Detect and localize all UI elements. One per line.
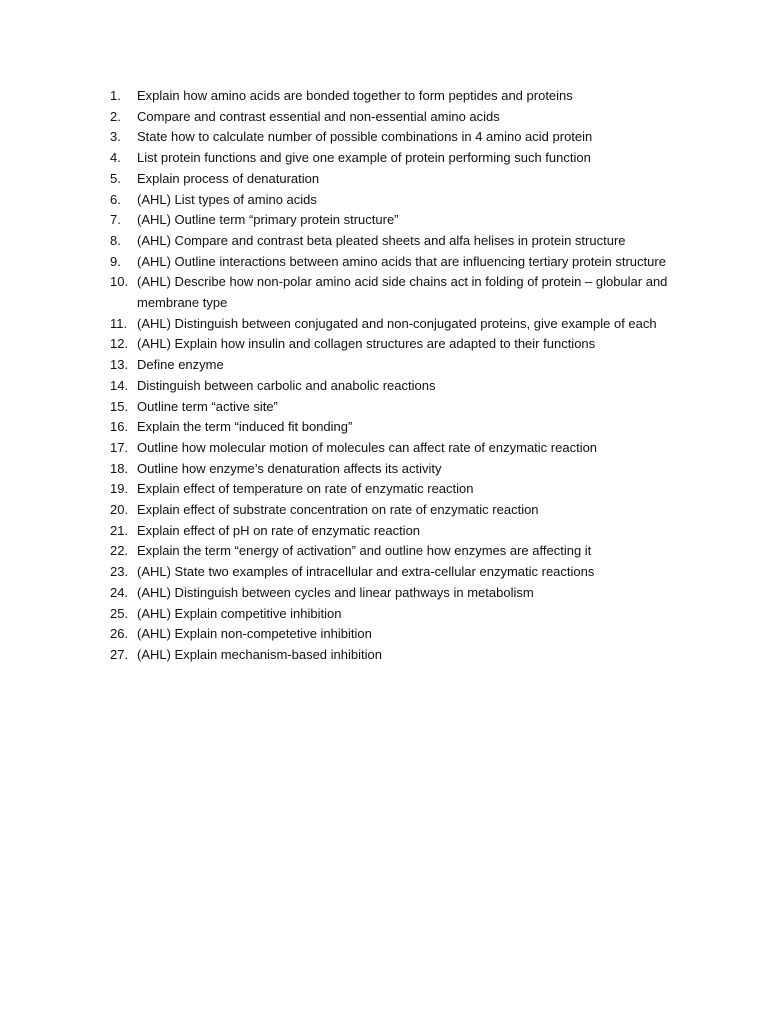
question-number: 20. xyxy=(110,502,129,518)
question-item xyxy=(110,86,700,107)
question-number: 8. xyxy=(110,232,121,248)
question-text: Explain the term “induced fit bonding” xyxy=(137,419,353,435)
question-number: 7. xyxy=(110,212,121,228)
question-text: Explain process of denaturation xyxy=(137,170,320,186)
question-text: (AHL) Compare and contrast beta pleated sheets and alfa helises in protein structure xyxy=(137,232,626,248)
question-text: Explain the term “energy of activation” and outline how enzymes are affecting it xyxy=(137,543,592,559)
question-number: 21. xyxy=(110,522,129,538)
question-text: State how to calculate number of possible combinations in 4 amino acid protein xyxy=(137,129,593,145)
question-text: List protein functions and give one example of protein performing such function xyxy=(137,150,591,166)
question-text: Explain effect of temperature on rate of enzymatic reaction xyxy=(137,481,474,497)
question-number: 5. xyxy=(110,170,121,186)
question-text: (AHL) Outline term “primary protein structure” xyxy=(137,212,399,228)
question-text: (AHL) Explain how insulin and collagen structures are adapted to their functions xyxy=(137,336,596,352)
question-item xyxy=(110,127,700,148)
question-number: 3. xyxy=(110,129,121,145)
question-text: (AHL) List types of amino acids xyxy=(137,191,317,207)
question-text: Outline term “active site” xyxy=(137,398,278,414)
question-text: Explain how amino acids are bonded together to form peptides and proteins xyxy=(137,88,573,103)
question-number: 19. xyxy=(110,481,129,497)
question-item xyxy=(110,107,700,128)
question-item xyxy=(110,624,700,645)
question-item xyxy=(110,252,700,273)
question-item xyxy=(110,314,700,335)
question-text: (AHL) Explain non-competetive inhibition xyxy=(137,626,372,642)
question-item xyxy=(110,190,700,211)
question-text: (AHL) Distinguish between cycles and linear pathways in metabolism xyxy=(137,584,534,600)
question-text: Explain effect of substrate concentration on rate of enzymatic reaction xyxy=(137,502,539,518)
question-number: 26. xyxy=(110,626,129,642)
question-number: 10. xyxy=(110,274,129,290)
question-text: Explain effect of pH on rate of enzymatic reaction xyxy=(137,522,421,538)
question-item xyxy=(110,148,700,169)
question-item xyxy=(110,541,700,562)
question-item xyxy=(110,169,700,190)
question-number: 2. xyxy=(110,108,121,124)
question-text: Compare and contrast essential and non-essential amino acids xyxy=(137,108,500,124)
question-number: 17. xyxy=(110,439,129,455)
question-number: 6. xyxy=(110,191,121,207)
question-item xyxy=(110,479,700,500)
question-number: 4. xyxy=(110,150,121,166)
question-item xyxy=(110,500,700,521)
question-number: 15. xyxy=(110,398,129,414)
question-item xyxy=(110,231,700,252)
question-item xyxy=(110,397,700,418)
question-text: Define enzyme xyxy=(137,357,224,373)
question-item xyxy=(110,583,700,604)
question-text: (AHL) Explain competitive inhibition xyxy=(137,605,342,621)
question-number: 23. xyxy=(110,564,129,580)
question-item xyxy=(110,334,700,355)
question-number: 24. xyxy=(110,584,129,600)
question-number: 22. xyxy=(110,543,129,559)
question-text: Distinguish between carbolic and anabolic reactions xyxy=(137,377,436,393)
question-number: 9. xyxy=(110,253,121,269)
question-number: 16. xyxy=(110,419,129,435)
question-item xyxy=(110,272,700,313)
question-number: 11. xyxy=(110,315,128,331)
question-text: (AHL) Distinguish between conjugated and non-conjugated proteins, give example of each xyxy=(137,315,657,331)
question-list xyxy=(110,86,700,666)
question-text: (AHL) Outline interactions between amino acids that are influencing tertiary protein structure xyxy=(137,253,666,269)
question-item xyxy=(110,604,700,625)
question-number: 27. xyxy=(110,646,129,662)
question-text: Outline how enzyme’s denaturation affects its activity xyxy=(137,460,442,476)
question-item xyxy=(110,376,700,397)
question-item xyxy=(110,521,700,542)
question-number: 25. xyxy=(110,605,129,621)
question-text: (AHL) Explain mechanism-based inhibition xyxy=(137,646,382,662)
question-item xyxy=(110,438,700,459)
question-text: Outline how molecular motion of molecules can affect rate of enzymatic reaction xyxy=(137,439,598,455)
question-item xyxy=(110,355,700,376)
question-item xyxy=(110,645,700,666)
question-item xyxy=(110,417,700,438)
question-number: 18. xyxy=(110,460,129,476)
question-number: 1. xyxy=(110,88,121,103)
question-number: 12. xyxy=(110,336,129,352)
question-text: (AHL) State two examples of intracellular and extra-cellular enzymatic reactions xyxy=(137,564,595,580)
question-text: (AHL) Describe how non-polar amino acid side chains act in folding of protein – globular and membrane type xyxy=(137,274,668,311)
question-item xyxy=(110,562,700,583)
question-item xyxy=(110,459,700,480)
question-number: 14. xyxy=(110,377,129,393)
question-item xyxy=(110,210,700,231)
question-number: 13. xyxy=(110,357,129,373)
